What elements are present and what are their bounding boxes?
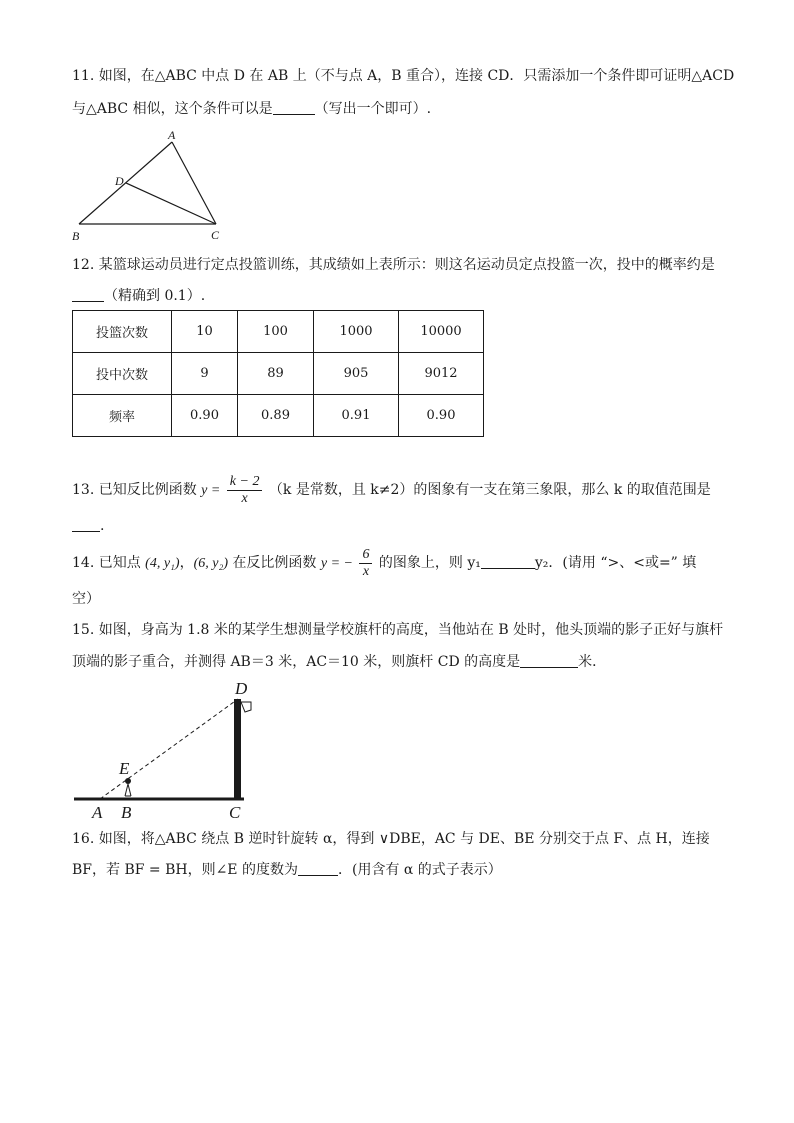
q14-point-2: (6, y₂) [193, 556, 228, 571]
q12-text: （精确到 0.1）. [104, 288, 206, 304]
table-cell: 投篮次数 [73, 311, 172, 353]
table-cell: 905 [314, 353, 399, 395]
q13-prefix: 13. 已知反比例函数 [72, 482, 197, 498]
q13-denominator: x [241, 490, 248, 506]
q15-label-d: D [235, 679, 248, 698]
table-cell: 10000 [399, 311, 484, 353]
table-cell: 1000 [314, 311, 399, 353]
q15-text-end: 米． [578, 654, 607, 670]
q15-shadow-line [100, 699, 238, 799]
q13-numerator: k − 2 [227, 474, 263, 491]
q16-text-end: ．(用含有 α 的式子表示） [337, 862, 502, 878]
q16-answer-blank [298, 861, 338, 876]
table-cell: 0.90 [172, 395, 238, 437]
q14-y-equals: y = − [320, 556, 353, 571]
q14-separator: ， [179, 555, 194, 571]
q11-text: 与△ABC 相似，这个条件可以是 [72, 101, 273, 117]
q11-line1: 11. 如图，在△ABC 中点 D 在 AB 上（不与点 A，B 重合），连接 CD．只需添加一个条件即可证明△ACD [72, 68, 735, 84]
q14-line2: 空） [72, 591, 100, 607]
table-cell: 投中次数 [73, 353, 172, 395]
q13-y-equals: y = [201, 483, 221, 498]
q13-suffix: （k 是常数，且 k≠2）的图象有一支在第三象限，那么 k 的取值范围是 [268, 482, 711, 498]
q15-student-body [125, 784, 131, 796]
q15-text: 顶端的影子重合，并测得 AB＝3 米，AC＝10 米，则旗杆 CD 的高度是 [72, 654, 521, 670]
q16-text: BF，若 BF = BH，则∠E 的度数为 [72, 862, 298, 878]
q16-line1: 16. 如图，将△ABC 绕点 B 逆时针旋转 α，得到 ∨DBE，AC 与 DE、BE 分别交于点 F、点 H，连接 [72, 831, 710, 847]
table-cell: 89 [238, 353, 314, 395]
table-cell: 10 [172, 311, 238, 353]
table-cell: 100 [238, 311, 314, 353]
q14-mid: 在反比例函数 [232, 555, 317, 571]
q14-numerator: 6 [359, 547, 372, 564]
q15-student-head [125, 778, 131, 784]
q14-prefix: 14. 已知点 [72, 555, 141, 571]
q14-denominator: x [362, 563, 370, 579]
q13-period: . [100, 518, 105, 534]
table-cell: 频率 [73, 395, 172, 437]
q15-label-a: A [92, 803, 103, 822]
q12-line1: 12. 某篮球运动员进行定点投篮训练，其成绩如上表所示：则这名运动员定点投篮一次，投中的概率约是 [72, 257, 715, 273]
table-cell: 0.90 [399, 395, 484, 437]
q15-flagpole [234, 699, 241, 799]
q14-point-1: (4, y₁) [145, 556, 180, 571]
q15-label-e: E [119, 759, 130, 778]
q11-label-c: C [211, 228, 220, 242]
q15-label-b: B [121, 803, 132, 822]
q14-after2: y₂．(请用 “>、<或=” 填 [534, 555, 697, 571]
q15-label-c: C [229, 803, 241, 822]
q11-text-end: （写出一个即可）. [314, 101, 432, 117]
q11-label-d: D [115, 174, 124, 188]
q11-label-a: A [168, 128, 176, 142]
table-cell: 9 [172, 353, 238, 395]
table-cell: 0.89 [238, 395, 314, 437]
table-cell: 0.91 [314, 395, 399, 437]
q15-line1: 15. 如图，身高为 1.8 米的某学生想测量学校旗杆的高度，当他站在 B 处时，他头顶端的影子正好与旗杆 [72, 622, 724, 638]
q15-flag [241, 702, 251, 712]
table-cell: 9012 [399, 353, 484, 395]
q11-label-b: B [72, 229, 80, 243]
q14-after: 的图象上，则 y₁ [378, 555, 481, 571]
q16-line2 [72, 860, 502, 880]
